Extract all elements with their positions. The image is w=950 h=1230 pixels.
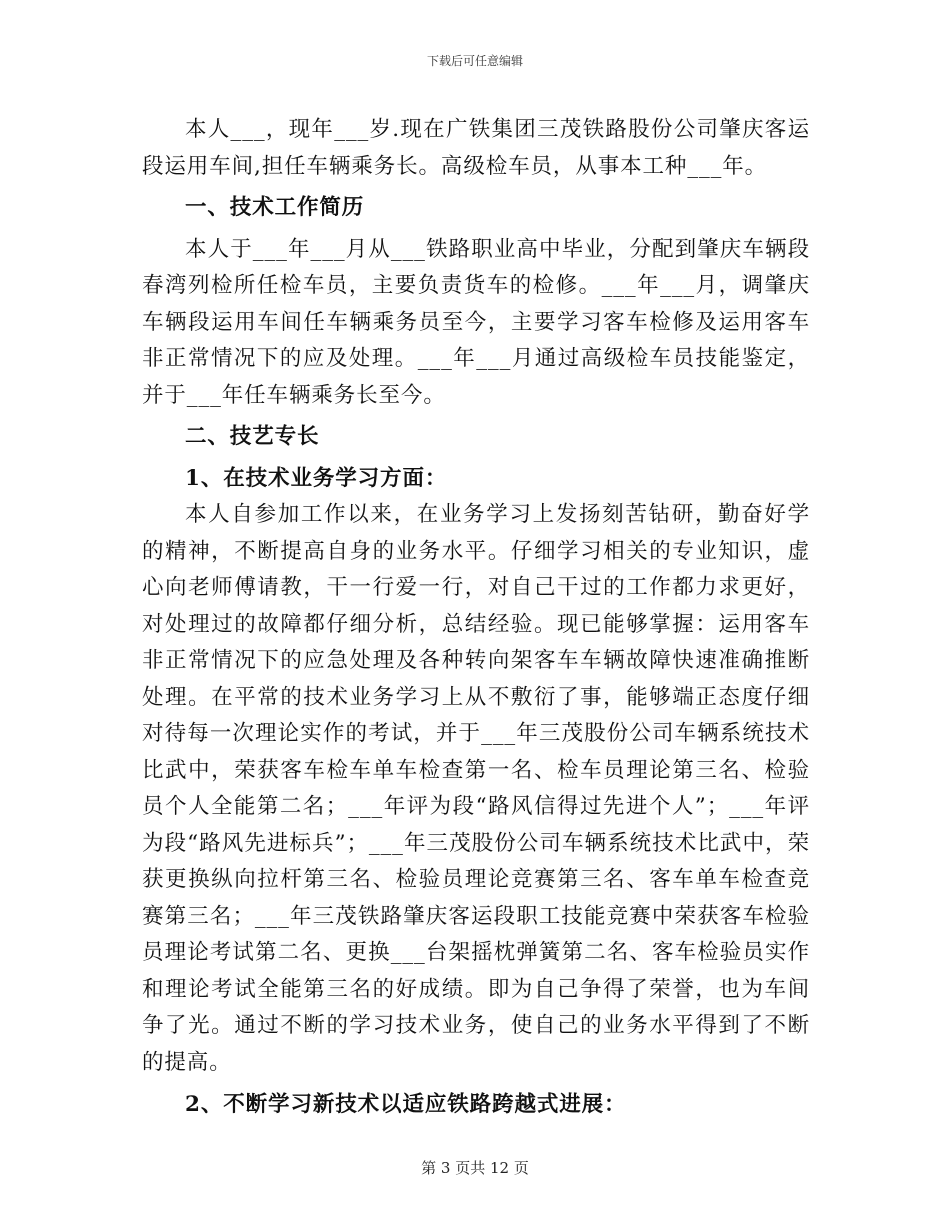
document-body [142, 112, 810, 1128]
subsection-heading-new-tech: 2、不断学习新技术以适应铁路跨越式进展： [185, 1092, 627, 1117]
study-paragraph: 本人自参加工作以来，在业务学习上发扬刻苦钻研，勤奋好学的精神，不断提高自身的业务水平。仔细学习相关的专业知识，虚心向老师傅请教，干一行爱一行，对自己干过的工作都力求更好，对处理过的故障都仔细分析，总结经验。现已能够掌握：运用客车非正常情况下的应急处理及各种转向架客车车辆故障快速准确推断处理。在平常的技术业务学习上从不敷衍了事，能够端正态度仔细对待每一次理论实作的考试，并于___年三茂股份公司车辆系统技术比武中，荣获客车检车单车检查第一名、检车员理论第三名、检验员个人全能第二名；___年评为段“路风信得过先进个人”；___年评为段“路风先进标兵”；___年三茂股份公司车辆系统技术比武中，荣获更换纵向拉杆第三名、检验员理论竞赛第三名、客车单车检查竞赛第三名；___年三茂铁路肇庆客运段职工技能竞赛中荣获客车检验员理论考试第二名、更换___台架摇枕弹簧第二名、客车检验员实作和理论考试全能第三名的好成绩。即为自己争得了荣誉，也为车间争了光。通过不断的学习技术业务，使自己的业务水平得到了不断的提高。 [142, 502, 810, 1075]
intro-paragraph: 本人___，现年___岁.现在广铁集团三茂铁路股份公司肇庆客运段运用车间,担任车辆乘务长。高级检车员，从事本工种___年。 [142, 117, 810, 179]
subsection-heading-study: 1、在技术业务学习方面： [185, 465, 448, 491]
section-heading-skills: 二、技艺专长 [185, 424, 320, 449]
page-footer: 第 3 页共 12 页 [421, 1159, 529, 1177]
page-header: 下载后可任意编辑 [426, 54, 523, 68]
resume-paragraph: 本人于___年___月从___铁路职业高中毕业，分配到肇庆车辆段春湾列检所任检车员，主要负责货车的检修。___年___月，调肇庆车辆段运用车间任车辆乘务员至今，主要学习客车检修及运用客车非正常情况下的应及处理。___年___月通过高级检车员技能鉴定，并于___年任车辆乘务长至今。 [142, 236, 810, 408]
section-heading-resume: 一、技术工作简历 [185, 195, 365, 220]
